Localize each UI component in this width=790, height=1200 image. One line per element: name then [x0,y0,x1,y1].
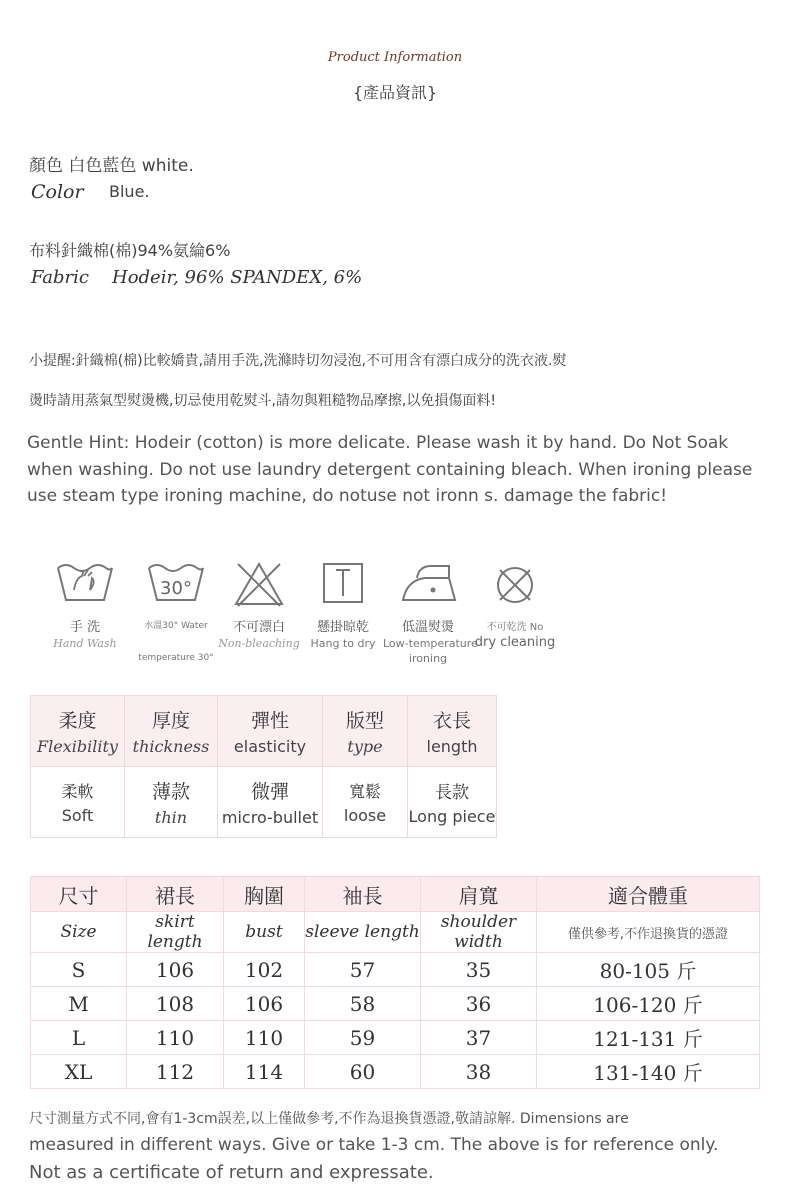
table-cell: 121-131 斤 [537,1021,760,1055]
hand-wash-icon [40,560,130,610]
attr-value-en: Long piece [408,807,496,826]
attr-value-zh: 柔軟 [61,782,94,801]
fabric-value-en: Hodeir, 96% SPANDEX, 6% [112,267,363,288]
hint-zh-line2: 燙時請用蒸氣型熨燙機,切忌使用乾熨斗,請勿與粗糙物品摩擦,以免損傷面料! [29,393,496,409]
attr-header-zh: 厚度 [151,710,190,732]
care-wash-30 [131,560,221,663]
attr-value-zh: 微彈 [250,781,289,803]
no-bleach-label-en: Non-bleaching [218,637,300,650]
attr-value-en: thin [154,808,188,827]
attr-value-en: micro-bullet [221,808,319,827]
hand-wash-label-en: Hand Wash [53,637,117,650]
table-cell: 108 [127,987,224,1021]
attr-header-elasticity [218,696,323,767]
table-cell: 106-120 斤 [537,987,760,1021]
table-cell: 112 [127,1055,224,1089]
care-hang-dry [298,560,388,650]
attr-header-en: length [426,737,478,756]
footer-line2: measured in different ways. Give or take 1-3 cm. The above is for reference only. [29,1135,719,1155]
table-cell: 60 [305,1055,421,1089]
low-iron-icon [383,560,473,610]
attr-value-type [323,767,408,838]
size-header-zh: 裙長 [127,877,224,912]
table-cell: 58 [305,987,421,1021]
size-header-en: bust [224,912,305,953]
no-dry-clean-label-en: dry cleaning [474,635,556,650]
table-cell: 131-140 斤 [537,1055,760,1089]
size-header-zh: 尺寸 [31,877,127,912]
attr-value-en: loose [343,806,387,825]
table-cell: 35 [421,953,537,987]
no-dry-clean-label-zh: 不可乾洗 No [486,622,544,633]
attr-header-en: elasticity [233,737,307,756]
attr-header-zh: 柔度 [58,710,97,732]
table-cell: S [31,953,127,987]
table-cell: 80-105 斤 [537,953,760,987]
attr-value-zh: 薄款 [151,781,190,803]
hang-dry-icon [298,560,388,610]
table-cell: 114 [224,1055,305,1089]
attr-value-elasticity [218,767,323,838]
hang-dry-label-zh: 懸掛晾乾 [316,620,369,635]
attr-header-flexibility [31,696,125,767]
care-no-dry-clean [470,560,560,650]
care-low-iron [383,560,478,665]
attr-value-zh: 長款 [435,783,469,803]
hint-en: Gentle Hint: Hodeir (cotton) is more delicate. Please wash it by hand. Do Not Soak when washing. Do not use laundry detergent containing bleach. When ironing please use steam type ironing machine, do notuse not ironn s. damage the fabric! [27,433,753,506]
table-row [31,987,760,1021]
attr-header-length [408,696,497,767]
size-header-zh: 肩寬 [421,877,537,912]
size-header-zh: 胸圍 [224,877,305,912]
size-header-en: sleeve length [305,912,421,953]
table-cell: 110 [224,1021,305,1055]
color-label-zh: 顏色 白色藍色 white. [29,156,194,176]
table-cell: 110 [127,1021,224,1055]
attr-header-type [323,696,408,767]
table-cell: 36 [421,987,537,1021]
size-header-zh: 適合體重 [537,877,760,912]
wash-30-label-2: temperature 30° [138,653,214,663]
table-cell: 57 [305,953,421,987]
wash-30-icon [131,560,221,610]
table-cell: 38 [421,1055,537,1089]
table-row [31,953,760,987]
attr-header-zh: 版型 [345,710,384,732]
table-cell: 59 [305,1021,421,1055]
footer-line1: 尺寸測量方式不同,會有1-3cm誤差,以上僅做參考,不作為退換貨憑證,敬請諒解. Dimensions are [29,1111,629,1127]
table-row [31,1055,760,1089]
table-cell: 106 [127,953,224,987]
table-cell: XL [31,1055,127,1089]
no-dry-clean-icon [470,560,560,610]
table-cell: L [31,1021,127,1055]
attr-header-zh: 彈性 [250,710,289,732]
svg-text:30°: 30° [160,578,192,599]
hint-zh-line1: 小提醒:針織棉(棉)比較嬌貴,請用手洗,洗滌時切勿浸泡,不可用含有漂白成分的洗衣液.熨 [29,353,567,369]
care-no-bleach [214,560,304,650]
table-cell: 102 [224,953,305,987]
low-iron-label-en-2: ironing [408,652,448,665]
table-cell: 106 [224,987,305,1021]
fabric-label-en: Fabric [31,267,89,288]
size-header-note: 僅供參考,不作退換貨的憑證 [537,912,760,953]
wash-30-label: 水溫30° Water [144,621,208,631]
no-bleach-label-zh: 不可漂白 [232,620,285,635]
size-table [30,876,760,1089]
care-hand-wash [40,560,130,650]
attr-value-en: Soft [61,806,94,825]
size-header-zh: 袖長 [305,877,421,912]
color-value-en: Blue. [109,182,150,201]
table-cell: 37 [421,1021,537,1055]
fabric-label-zh: 布料針織棉(棉)94%氨綸6% [29,241,231,260]
low-iron-label-en: Low-temperature [383,637,478,650]
table-row [31,1021,760,1055]
attr-header-en: thickness [132,737,210,756]
hang-dry-label-en: Hang to dry [310,637,376,650]
attr-value-length [408,767,497,838]
attr-value-flexibility [31,767,125,838]
attr-header-en: type [347,737,383,756]
attr-header-thickness [125,696,218,767]
attr-header-zh: 衣長 [432,710,471,732]
attr-value-thickness [125,767,218,838]
table-cell: M [31,987,127,1021]
attribute-table [30,695,497,838]
footer-line3: Not as a certificate of return and expressate. [29,1162,434,1183]
attr-header-en: Flexibility [37,737,118,756]
size-header-en: skirt length [127,912,224,953]
size-header-en: shoulder width [421,912,537,953]
attr-value-zh: 寬鬆 [348,782,381,801]
footer-note [29,1108,769,1183]
color-label-en: Color [31,181,84,203]
product-info-title-zh: {產品資訊} [352,83,438,102]
no-bleach-icon [214,560,304,610]
product-info-title-en: Product Information [327,50,463,65]
size-header-en: Size [31,912,127,953]
low-iron-label-zh: 低溫熨燙 [401,620,454,635]
hand-wash-label-zh: 手 洗 [69,620,101,635]
